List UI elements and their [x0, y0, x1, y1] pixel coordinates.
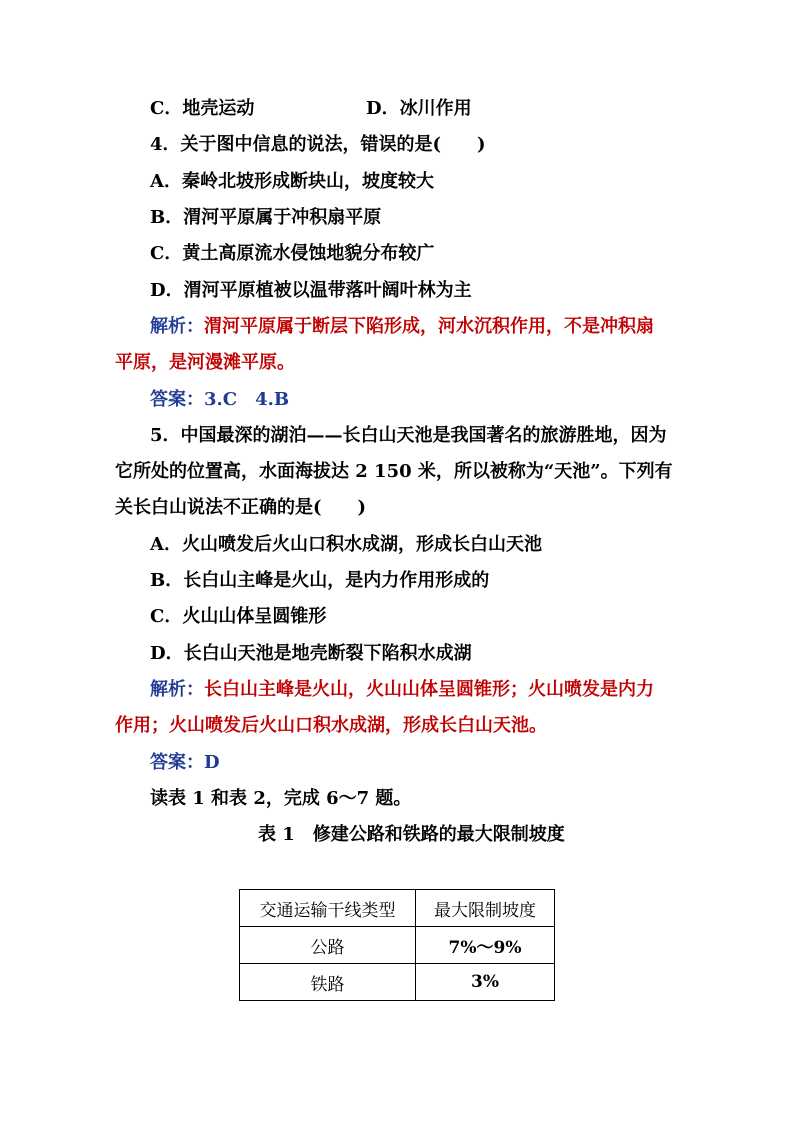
table-cell-type: 公路 — [240, 927, 416, 964]
q4-option-a: A．秦岭北坡形成断块山，坡度较大 — [150, 171, 434, 192]
answer-3-4-value: 3.C 4.B — [204, 389, 290, 410]
q4-analysis-line2: 平原，是河漫滩平原。 — [115, 352, 295, 373]
table-row — [240, 927, 555, 964]
table-header-row — [240, 890, 555, 927]
q3-option-c: C．地壳运动 — [150, 98, 255, 119]
answer-5 — [150, 752, 220, 774]
q4-analysis-label: 解析： — [150, 316, 204, 337]
q5-analysis-line2: 作用；火山喷发后火山口积水成湖，形成长白山天池。 — [115, 715, 547, 736]
q5-analysis-text1: 长白山主峰是火山，火山山体呈圆锥形；火山喷发是内力 — [204, 679, 654, 700]
q5-option-c: C．火山山体呈圆锥形 — [150, 606, 327, 627]
table-cell-slope: 7%～9% — [416, 927, 555, 964]
table1 — [239, 889, 555, 1001]
table-row — [240, 964, 555, 1001]
table-header-slope: 最大限制坡度 — [416, 890, 555, 927]
q5-option-b: B．长白山主峰是火山，是内力作用形成的 — [150, 570, 490, 591]
q5-analysis-label: 解析： — [150, 679, 204, 700]
q3-option-d: D．冰川作用 — [366, 98, 472, 119]
q4-option-c: C．黄土高原流水侵蚀地貌分布较广 — [150, 243, 435, 264]
answer-5-label: 答案： — [150, 752, 204, 773]
table-intro: 读表 1 和表 2，完成 6～7 题。 — [150, 788, 412, 809]
answer-3-4 — [150, 389, 289, 411]
q3-options — [150, 98, 472, 120]
q5-stem-line2: 它所处的位置高，水面海拔达 2 150 米，所以被称为“天池”。下列有 — [115, 461, 673, 482]
q5-option-d: D．长白山天池是地壳断裂下陷积水成湖 — [150, 643, 472, 664]
q4-option-b: B．渭河平原属于冲积扇平原 — [150, 207, 382, 228]
q4-analysis-line1 — [150, 316, 654, 338]
q5-option-a: A．火山喷发后火山口积水成湖，形成长白山天池 — [150, 534, 542, 555]
table-header-type: 交通运输干线类型 — [240, 890, 416, 927]
answer-5-value: D — [204, 752, 220, 773]
table1-caption: 表 1 修建公路和铁路的最大限制坡度 — [258, 824, 565, 845]
q5-stem-line1: 5．中国最深的湖泊——长白山天池是我国著名的旅游胜地，因为 — [150, 425, 667, 446]
table-cell-type: 铁路 — [240, 964, 416, 1001]
q5-analysis-line1 — [150, 679, 654, 701]
q4-analysis-text1: 渭河平原属于断层下陷形成，河水沉积作用，不是冲积扇 — [204, 316, 654, 337]
q4-option-d: D．渭河平原植被以温带落叶阔叶林为主 — [150, 280, 472, 301]
q4-stem: 4．关于图中信息的说法，错误的是( ) — [150, 134, 486, 155]
q5-stem-line3: 关长白山说法不正确的是( ) — [115, 497, 367, 518]
table-cell-slope: 3% — [416, 964, 555, 1001]
answer-3-4-label: 答案： — [150, 389, 204, 410]
